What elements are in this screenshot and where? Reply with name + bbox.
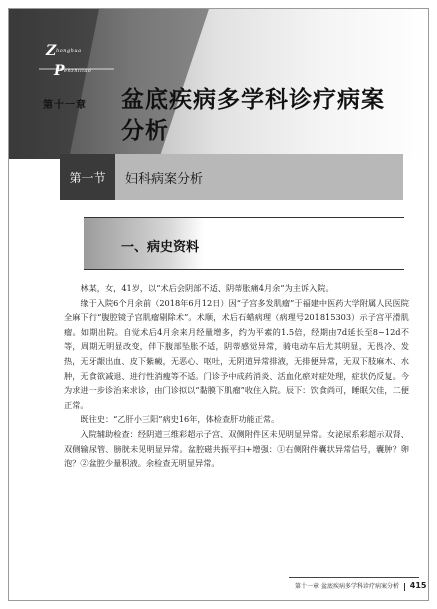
footer-title: 盆底疾病多学科诊疗病案分析 bbox=[320, 583, 399, 590]
logo-text-1: honghua bbox=[56, 48, 82, 54]
page-footer bbox=[295, 581, 427, 591]
section-heading-bar bbox=[60, 154, 403, 200]
paragraph: 林某，女，41岁，以“术后会阴部不适、阴蒂胀痛4月余”为主诉入院。 bbox=[80, 283, 334, 293]
paragraph: 既往史：“乙肝小三阳”病史16年，体检查肝功能正常。 bbox=[80, 414, 280, 425]
logo-text-2: enzhiliao bbox=[64, 68, 92, 74]
subsection-title: 一、病史资料 bbox=[121, 240, 200, 255]
section-number: 第一节 bbox=[60, 154, 115, 200]
footer-separator bbox=[404, 583, 405, 591]
footer-rule bbox=[289, 577, 419, 578]
case-history-text bbox=[64, 281, 409, 471]
footer-chapter: 第十一章 bbox=[295, 583, 320, 590]
page-frame bbox=[8, 8, 429, 601]
paragraph: 入院辅助检查：经阴道三维彩超示子宫、双侧附件区未见明显异常。女泌尿系彩超示双肾、双侧输尿管、膀胱未见明显异常。盆腔磁共振平扫+增强：①右侧附件囊状异常信号，囊肿？卵泡？②盆腔少量积液。余检查无明显异常。 bbox=[64, 428, 409, 469]
section-title: 妇科病案分析 bbox=[125, 171, 204, 187]
paragraph: 缘于入院6个月余前（2018年6月12日）因“子宫多发肌瘤”于福建中医药大学附属人民医院全麻下行“腹腔镜子宫肌瘤剔除术”。术顺，术后石蜡病理（病理号201815303）示子宫平滑肌瘤。如期出院。自觉术后4月余来月经量增多，约为平素的1.5倍，经期由7d延长至8~12d不等，周期无明显改变，伴下腹部坠胀不适，阴蒂感觉异常，骑电动车后尤其明显，无畏冷、发热，无牙龈出血、皮下紫癜，无恶心、呕吐，无阴道异常排液，无排便异常，无双下肢麻木、水肿，无食欲减退、进行性消瘦等不适。门诊予中成药消炎、活血化瘀对症处理，症状仍反复。今为求进一步诊治来求诊，由门诊拟以“黏膜下肌瘤”收住入院。辰下：饮食尚可，睡眠欠佳，二便正常。 bbox=[64, 297, 409, 410]
subsection-rule-bottom bbox=[84, 269, 404, 270]
logo bbox=[46, 43, 106, 83]
chapter-title: 盆底疾病多学科诊疗病案分析 bbox=[121, 87, 385, 144]
logo-letter-p: P bbox=[54, 63, 65, 79]
logo-letter-z: Z bbox=[46, 43, 57, 59]
page-number: 415 bbox=[409, 581, 427, 590]
chapter-label: 第十一章 bbox=[43, 100, 87, 111]
